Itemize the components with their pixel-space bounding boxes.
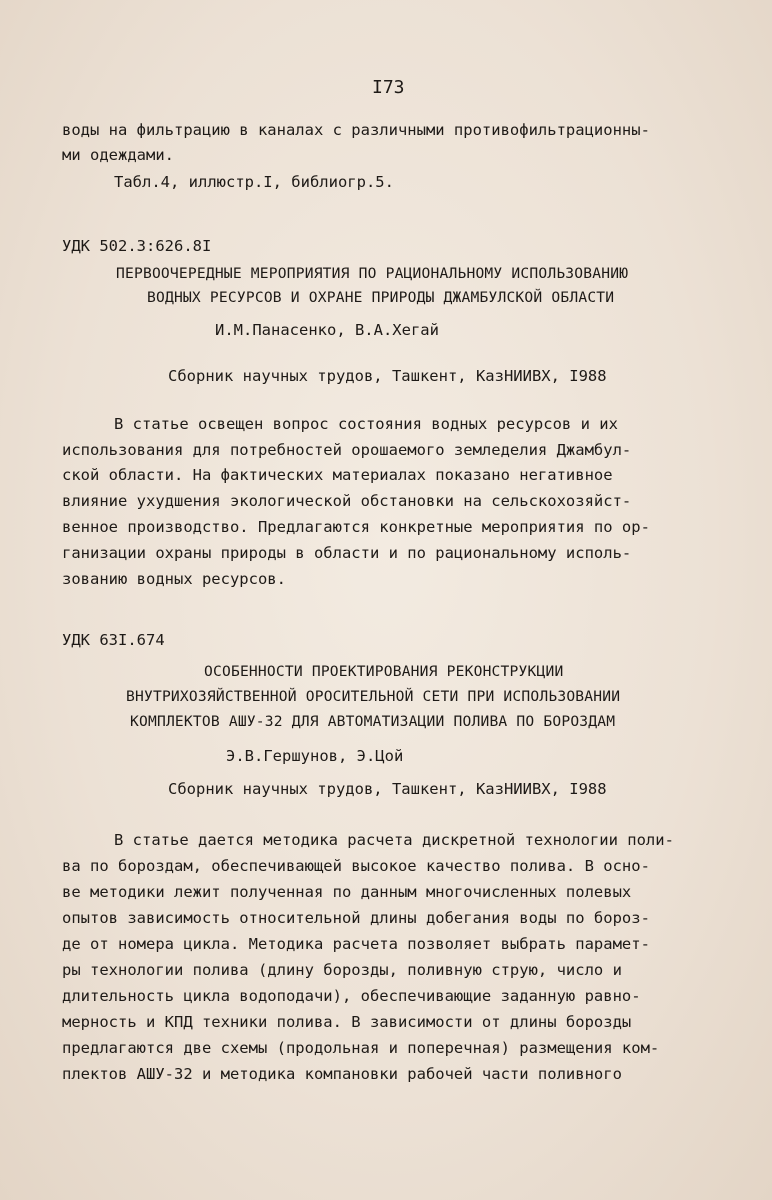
- abstract-line: В статье дается методика расчета дискретной технологии поли-: [114, 831, 674, 849]
- intro-note: Табл.4, иллюстр.I, библиогр.5.: [114, 173, 394, 191]
- udk-code: УДК 63I.674: [62, 631, 165, 649]
- abstract-line: предлагаются две схемы (продольная и поперечная) размещения ком-: [62, 1039, 660, 1057]
- article-title-line: ПЕРВООЧЕРЕДНЫЕ МЕРОПРИЯТИЯ ПО РАЦИОНАЛЬНОМУ ИСПОЛЬЗОВАНИЮ: [116, 265, 629, 282]
- abstract-line: плектов АШУ-32 и методика компановки рабочей части поливного: [62, 1065, 622, 1083]
- abstract-line: ва по бороздам, обеспечивающей высокое качество полива. В осно-: [62, 857, 650, 875]
- abstract-line: В статье освещен вопрос состояния водных ресурсов и их: [114, 415, 618, 433]
- udk-code: УДК 502.3:626.8I: [62, 237, 212, 255]
- page-number: I73: [372, 77, 405, 98]
- article-title-line: ВОДНЫХ РЕСУРСОВ И ОХРАНЕ ПРИРОДЫ ДЖАМБУЛСКОЙ ОБЛАСТИ: [147, 289, 615, 306]
- article-title-line: ОСОБЕННОСТИ ПРОЕКТИРОВАНИЯ РЕКОНСТРУКЦИИ: [204, 663, 564, 680]
- abstract-line: использования для потребностей орошаемого земледелия Джамбул-: [62, 441, 632, 459]
- article-title-line: КОМПЛЕКТОВ АШУ-32 ДЛЯ АВТОМАТИЗАЦИИ ПОЛИВА ПО БОРОЗДАМ: [130, 713, 616, 730]
- abstract-line: зованию водных ресурсов.: [62, 570, 286, 588]
- article-authors: Э.В.Гершунов, Э.Цой: [226, 747, 404, 765]
- abstract-line: длительность цикла водоподачи), обеспечивающие заданную равно-: [62, 987, 641, 1005]
- intro-line: воды на фильтрацию в каналах с различными противофильтрационны-: [62, 121, 650, 139]
- abstract-line: влияние ухудшения экологической обстановки на сельскохозяйст-: [62, 492, 632, 510]
- abstract-line: опытов зависимость относительной длины добегания воды по бороз-: [62, 909, 650, 927]
- abstract-line: ской области. На фактических материалах показано негативное: [62, 466, 613, 484]
- article-title-line: ВНУТРИХОЗЯЙСТВЕННОЙ ОРОСИТЕЛЬНОЙ СЕТИ ПРИ ИСПОЛЬЗОВАНИИ: [126, 688, 621, 705]
- abstract-line: ры технологии полива (длину борозды, поливную струю, число и: [62, 961, 622, 979]
- abstract-line: мерность и КПД техники полива. В зависимости от длины борозды: [62, 1013, 632, 1031]
- article-source: Сборник научных трудов, Ташкент, КазНИИВХ, I988: [168, 780, 607, 798]
- abstract-line: ганизации охраны природы в области и по рациональному исполь-: [62, 544, 632, 562]
- intro-line: ми одеждами.: [62, 146, 174, 164]
- abstract-line: де от номера цикла. Методика расчета позволяет выбрать парамет-: [62, 935, 650, 953]
- article-authors: И.М.Панасенко, В.А.Хегай: [215, 321, 439, 339]
- abstract-line: ве методики лежит полученная по данным многочисленных полевых: [62, 883, 632, 901]
- article-source: Сборник научных трудов, Ташкент, КазНИИВХ, I988: [168, 367, 607, 385]
- abstract-line: венное производство. Предлагаются конкретные мероприятия по ор-: [62, 518, 650, 536]
